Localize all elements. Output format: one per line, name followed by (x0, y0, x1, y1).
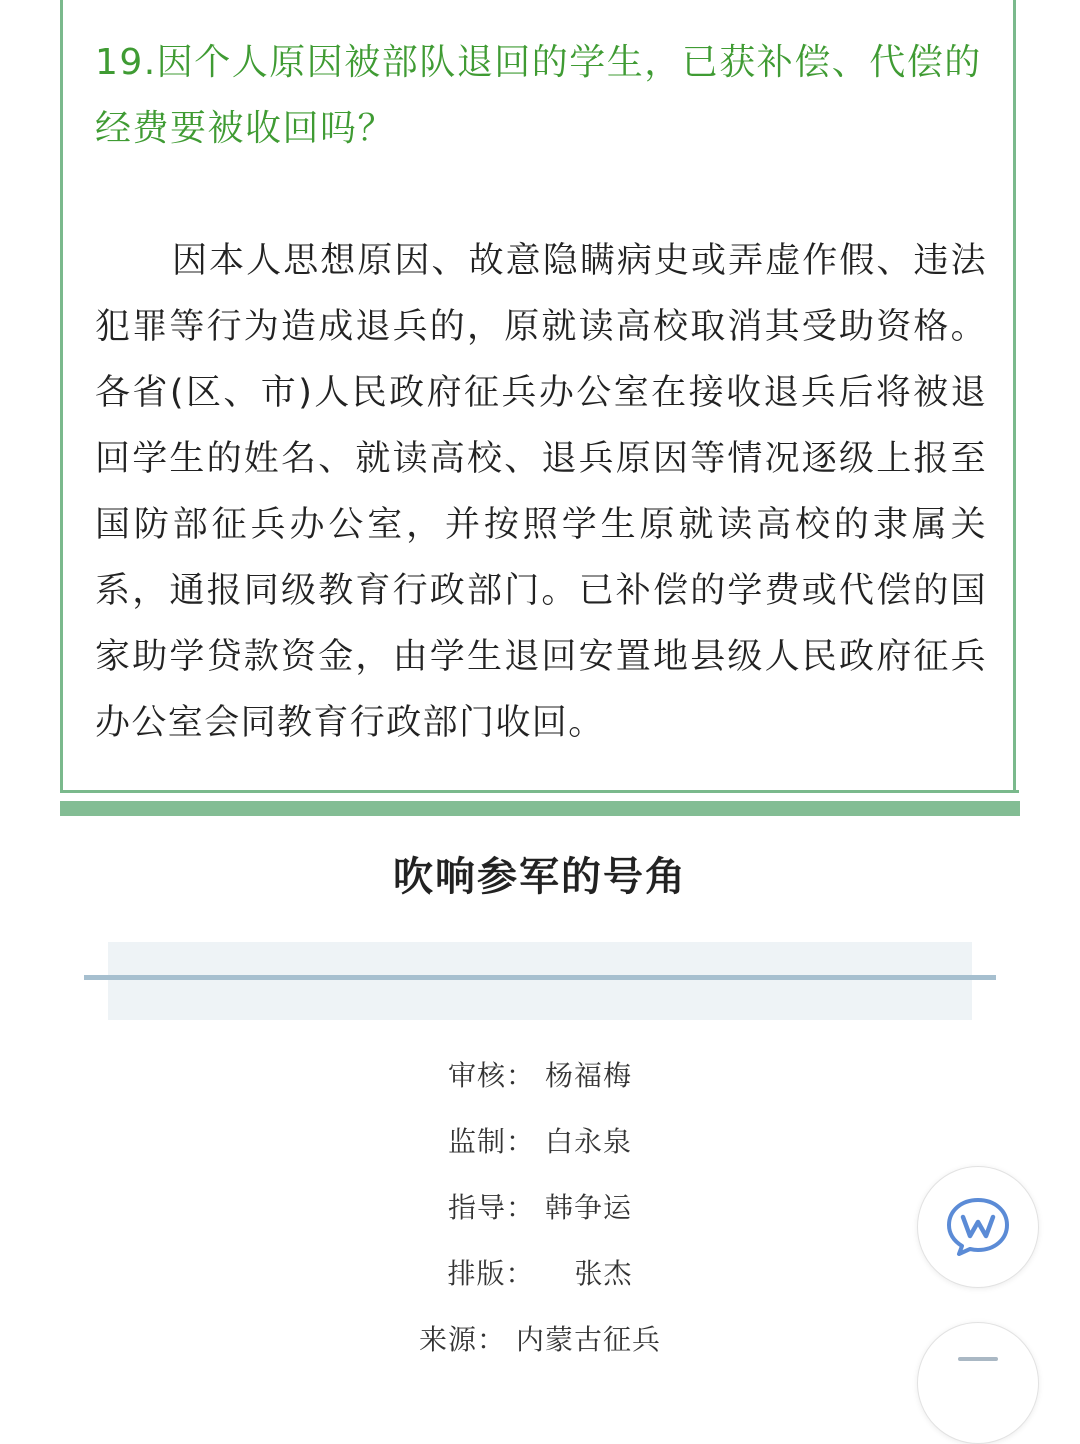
divider-panel (108, 942, 972, 1020)
credit-label: 来源： (418, 1323, 506, 1356)
credit-label: 指导： (447, 1191, 535, 1224)
floating-w-button[interactable] (917, 1166, 1039, 1288)
question-heading: 19.因个人原因被部队退回的学生，已获补偿、代偿的经费要被收回吗？ (95, 42, 982, 149)
credit-value: 内蒙古征兵 (516, 1323, 662, 1356)
credit-label: 排版： (447, 1257, 535, 1290)
credit-supervisor (0, 1120, 1080, 1160)
qa-card-bottom-bar (60, 801, 1020, 816)
section-title: 吹响参军的号角 (393, 854, 687, 900)
credit-value: 白永泉 (545, 1125, 633, 1158)
credit-label: 审核： (447, 1059, 535, 1092)
credit-value: 杨福梅 (545, 1059, 633, 1092)
credit-label: 监制： (447, 1125, 535, 1158)
credit-source (0, 1318, 1080, 1358)
credit-value: 张杰 (574, 1257, 633, 1290)
credit-reviewer (0, 1054, 1080, 1094)
w-chat-bubble-icon (945, 1196, 1011, 1258)
credit-layout (0, 1252, 1080, 1292)
answer-paragraph: 因本人思想原因、故意隐瞒病史或弄虚作假、违法犯罪等行为造成退兵的，原就读高校取消其受助资格。各省(区、市)人民政府征兵办公室在接收退兵后将被退回学生的姓名、就读高校、退兵原因等情况逐级上报至国防部征兵办公室，并按照学生原就读高校的隶属关系，通报同级教育行政部门。已补偿的学费或代偿的国家助学贷款资金，由学生退回安置地县级人民政府征兵办公室会同教育行政部门收回。 (95, 241, 987, 743)
divider-line (84, 975, 996, 980)
credit-value: 韩争运 (545, 1191, 633, 1224)
qa-card-bottom-border (60, 790, 1019, 793)
floating-menu-button[interactable] (917, 1322, 1039, 1444)
menu-icon (958, 1357, 998, 1361)
